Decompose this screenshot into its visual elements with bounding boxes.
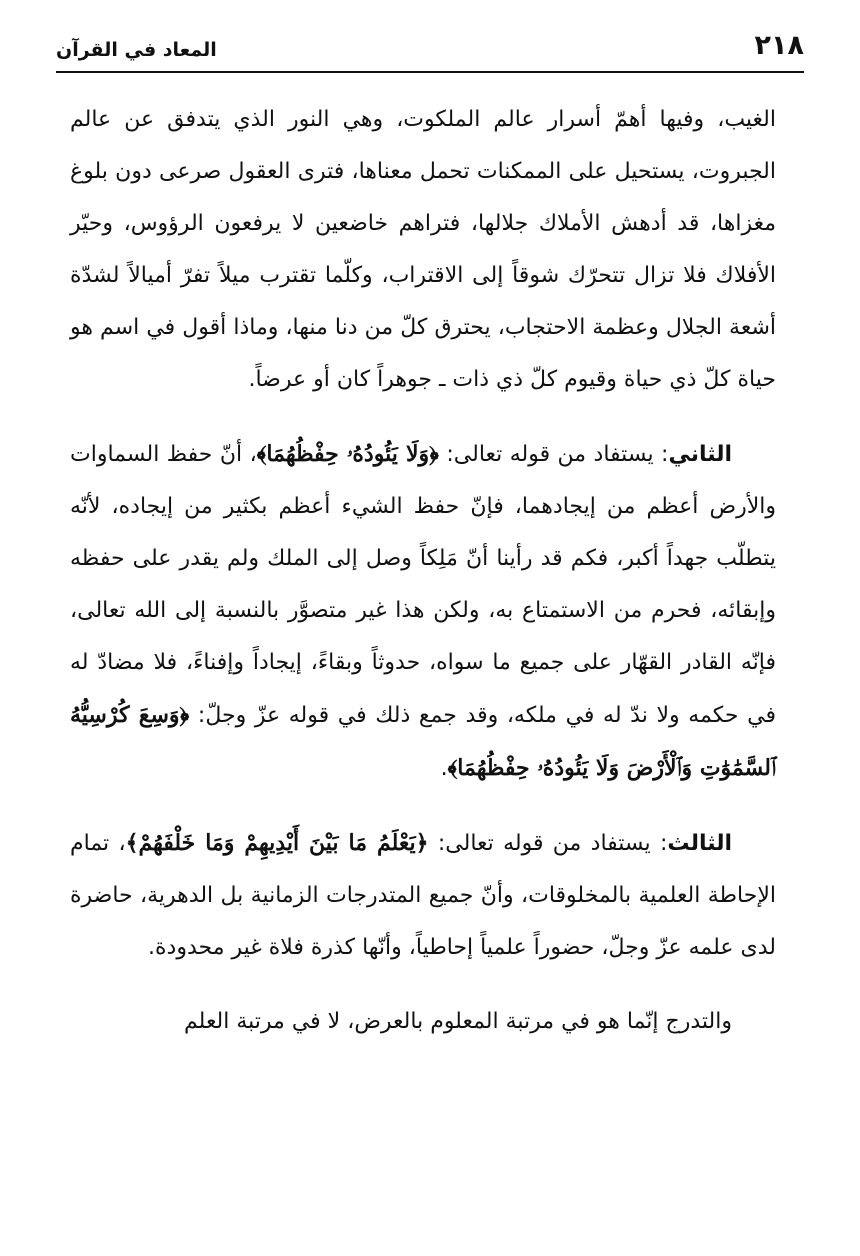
page-header — [56, 24, 804, 72]
paragraph-2-text-1: : يستفاد من قوله تعالى: — [438, 442, 669, 467]
quran-verse: ﴿يَعْلَمُ مَا بَيْنَ أَيْدِيهِمْ وَمَا خَلْفَهُمْ﴾ — [125, 830, 429, 856]
header-divider — [56, 71, 804, 73]
quran-verse: ﴿وَسِعَ كُرْسِيُّهُ ٱلسَّمَٰوَٰتِ وَٱلْأَرْضَ وَلَا يَئُودُهُۥ حِفْظُهُمَا﴾ — [70, 702, 776, 781]
paragraph-3-text-1: : يستفاد من قوله تعالى: — [428, 831, 668, 856]
quran-verse: ﴿وَلَا يَئُودُهُۥ حِفْظُهُمَا﴾ — [256, 441, 439, 467]
main-text — [70, 94, 776, 1048]
section-heading-second: الثاني — [668, 442, 733, 467]
running-title: المعاد في القرآن — [56, 39, 217, 61]
paragraph-3-text-2: ، تمام الإحاطة العلمية بالمخلوقات، وأنّ جميع المتدرجات الزمانية بل الدهرية، حاضرة لدى علمه عزّ وجلّ، حضوراً علمياً إحاطياً، وأنّها كذرة فلاة غير محدودة. — [70, 831, 776, 960]
paragraph-2-text-2: ، أنّ حفظ السماوات والأرض أعظم من إيجادهما، فإنّ حفظ الشيء أعظم بكثير من إيجاده، لأنّه يتطلّب جهداً أكبر، فكم قد رأينا أنّ مَلِكاً وصل إلى الملك ولم يقدر على حفظه وإبقائه، فحرم من الاستمتاع به، ولكن هذا غير متصوَّر بالنسبة إلى الله تعالى، فإنّه القادر القهّار على جميع ما سواه، حدوثاً وبقاءً، إيجاداً وإفناءً، فلا مضادّ له في حكمه ولا ندّ له في ملكه، وقد جمع ذلك في قوله عزّ وجلّ: — [70, 442, 776, 728]
paragraph-2-text-3: . — [440, 756, 448, 781]
paragraph-4: والتدرج إنّما هو في مرتبة المعلوم بالعرض، لا في مرتبة العلم — [184, 1009, 732, 1034]
section-heading-third: الثالث — [667, 831, 732, 856]
paragraph-3 — [70, 817, 776, 974]
paragraph-1: الغيب، وفيها أهمّ أسرار عالم الملكوت، وهي النور الذي يتدفق عن عالم الجبروت، يستحيل على الممكنات تحمل معناها، فترى العقول صرعى دون بلوغ مغزاها، قد أدهش الأملاك جلالها، فتراهم خاضعين لا يرفعون الرؤوس، وحيّر الأفلاك فلا تزال تتحرّك شوقاً إلى الاقتراب، وكلّما تقترب ميلاً تفرّ أميالاً لشدّة أشعة الجلال وعظمة الاحتجاب، يحترق كلّ من دنا منها، وماذا أقول في اسم هو حياة كلّ ذي حياة وقيوم كلّ ذي ذات ـ جوهراً كان أو عرضاً. — [70, 107, 776, 392]
page-number: ٢١٨ — [754, 30, 804, 61]
paragraph-2 — [70, 428, 776, 795]
